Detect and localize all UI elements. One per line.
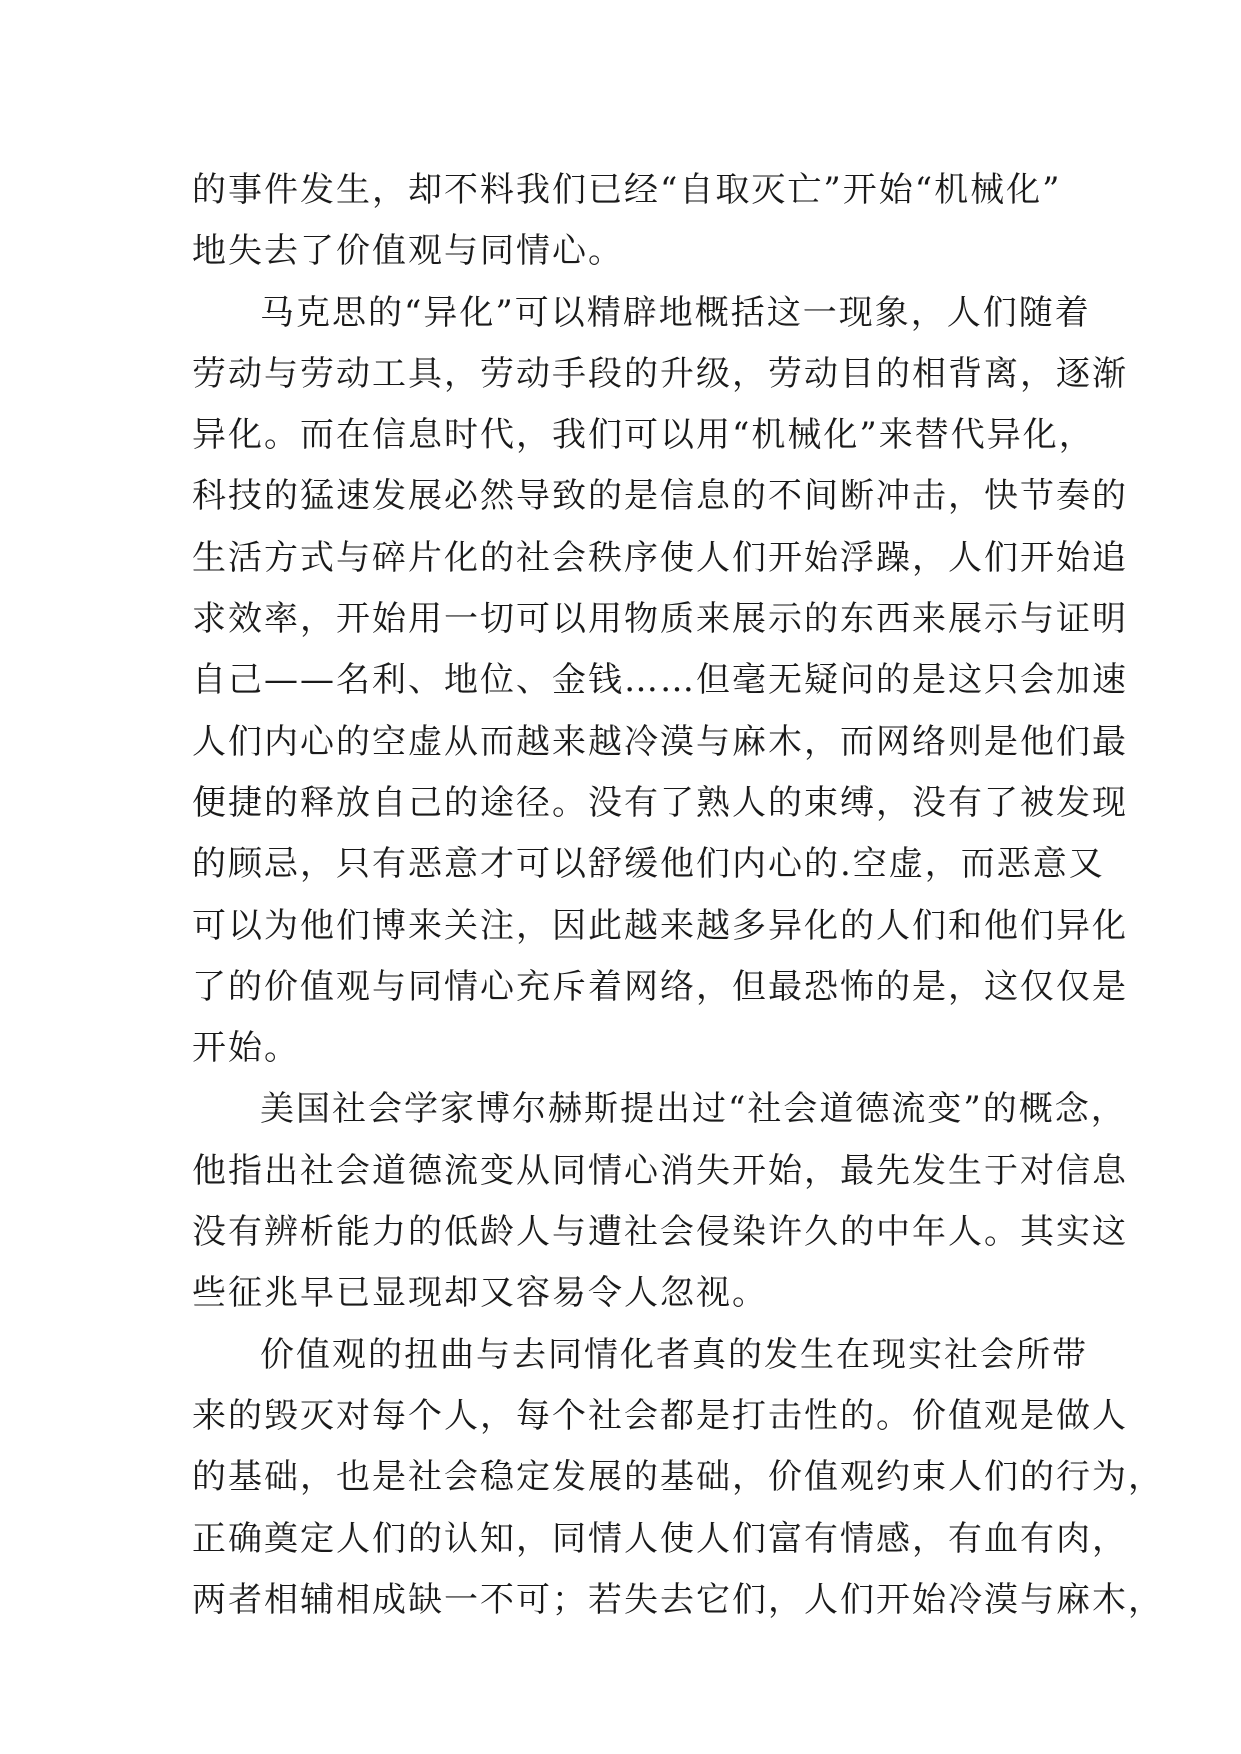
text-line: 开始。: [192, 1028, 300, 1069]
text-line: 求效率，开始用一切可以用物质来展示的东西来展示与证明: [192, 599, 1128, 640]
paragraph-1: [192, 160, 1062, 283]
paragraph-4: [192, 1325, 1164, 1631]
paragraph-2: [192, 283, 1128, 1080]
text-line: 人们内心的空虚从而越来越冷漠与麻木，而网络则是他们最: [192, 721, 1128, 762]
text-line: 没有辨析能力的低龄人与遭社会侵染许久的中年人。其实这: [192, 1212, 1128, 1253]
text-line: 他指出社会道德流变从同情心消失开始，最先发生于对信息: [192, 1150, 1128, 1191]
text-line: 正确奠定人们的认知，同情人使人们富有情感，有血有肉，: [192, 1518, 1128, 1559]
body-text: [192, 160, 1164, 1631]
paragraph-3: [192, 1079, 1128, 1324]
text-line: 地失去了价值观与同情心。: [192, 231, 624, 272]
text-line: 来的毁灭对每个人，每个社会都是打击性的。价值观是做人: [192, 1395, 1128, 1436]
text-line: 美国社会学家博尔赫斯提出过“社会道德流变”的概念，: [260, 1089, 1127, 1130]
text-line: 价值观的扭曲与去同情化者真的发生在现实社会所带: [260, 1334, 1088, 1375]
text-line: 便捷的释放自己的途径。没有了熟人的束缚，没有了被发现: [192, 782, 1128, 823]
text-line: 可以为他们博来关注，因此越来越多异化的人们和他们异化: [192, 905, 1128, 946]
text-line: 科技的猛速发展必然导致的是信息的不间断冲击，快节奏的: [192, 476, 1128, 517]
text-line: 的事件发生，却不料我们已经“自取灭亡”开始“机械化”: [192, 170, 1062, 210]
text-line: 自己——名利、地位、金钱……但毫无疑问的是这只会加速: [192, 660, 1128, 701]
text-line: 了的价值观与同情心充斥着网络，但最恐怖的是，这仅仅是: [192, 966, 1128, 1007]
text-line: 生活方式与碎片化的社会秩序使人们开始浮躁，人们开始追: [192, 537, 1128, 578]
text-line: 的基础，也是社会稳定发展的基础，价值观约束人们的行为，: [192, 1457, 1164, 1498]
text-line: 的顾忌，只有恶意才可以舒缓他们内心的.空虚，而恶意又: [192, 844, 1105, 885]
text-line: 两者相辅相成缺一不可；若失去它们，人们开始冷漠与麻木，: [192, 1579, 1164, 1620]
text-line: 劳动与劳动工具，劳动手段的升级，劳动目的相背离，逐渐: [192, 353, 1128, 394]
text-line: 马克思的“异化”可以精辟地概括这一现象，人们随着: [260, 292, 1091, 333]
text-line: 些征兆早已显现却又容易令人忽视。: [192, 1273, 768, 1314]
text-line: 异化。而在信息时代，我们可以用“机械化”来替代异化，: [192, 415, 1095, 456]
